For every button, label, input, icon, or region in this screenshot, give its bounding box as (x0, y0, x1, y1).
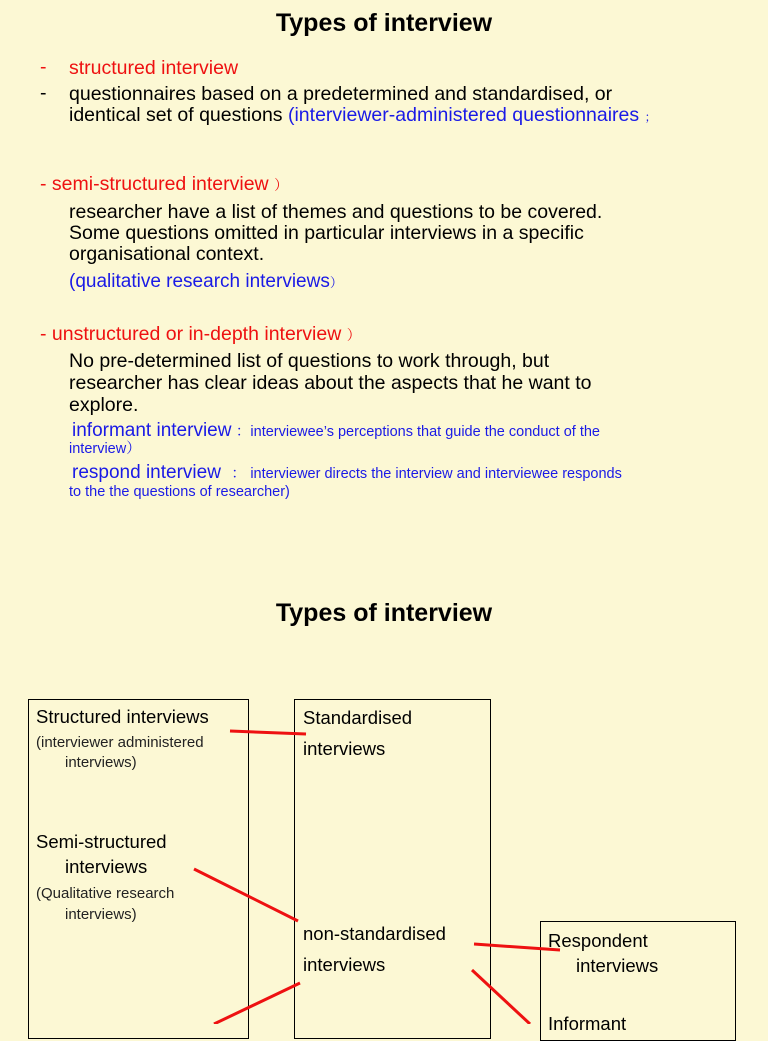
respond-colon: ： (231, 466, 246, 482)
structured-interviews-note1: (interviewer administered (36, 734, 204, 751)
semi-note-end: ） (329, 275, 343, 290)
informant-label: informant interview (72, 420, 232, 441)
unstructured-desc-line3: explore. (69, 394, 139, 416)
unstructured-heading-text: - unstructured or in-depth interview (40, 323, 342, 345)
connector-nonstandardised-respondent (474, 944, 560, 950)
respond-label: respond interview (72, 462, 221, 483)
unstructured-desc-line2: researcher has clear ideas about the aspects that he want to (69, 372, 592, 394)
semi-desc-line3: organisational context. (69, 243, 265, 265)
semi-structured-note1: (Qualitative research (36, 885, 175, 902)
unstructured-heading-end: ） (346, 327, 361, 343)
informant-desc2: interview） (69, 441, 141, 457)
semi-desc-line1: researcher have a list of themes and questions to be covered. (69, 201, 603, 223)
semi-structured-label1: Semi-structured (36, 831, 167, 852)
semi-structured-label2: interviews (65, 856, 148, 877)
unstructured-desc-line1: No pre-determined list of questions to work through, but (69, 350, 550, 372)
semi-heading-text: - semi-structured interview (40, 173, 269, 195)
slide2-title: Types of interview (275, 599, 493, 627)
structured-note-end: ； (644, 110, 657, 124)
informant-label: Informant (548, 1013, 627, 1034)
standardised-label1: Standardised (303, 707, 413, 728)
structured-interviews-note2: interviews) (65, 754, 137, 771)
respond-desc2: to the the questions of researcher) (69, 484, 290, 500)
slide1-title: Types of interview (275, 9, 493, 37)
semi-heading-end: ） (274, 177, 289, 193)
bullet-dash: - (40, 56, 47, 78)
standardised-label2: interviews (303, 738, 386, 759)
informant-desc1: ：interviewee’s perceptions that guide the conduct of the (235, 424, 600, 440)
structured-interview-heading: structured interview (69, 57, 239, 79)
connector-nonstandardised-bottom-left (214, 983, 300, 1024)
structured-desc-line1: questionnaires based on a predetermined and standardised, or (69, 83, 613, 105)
respondent-label2: interviews (576, 955, 659, 976)
connector-nonstandardised-informant (472, 970, 530, 1024)
structured-interviews-label: Structured interviews (36, 706, 209, 727)
respond-desc1: interviewer directs the interview and interviewee responds (250, 466, 622, 482)
non-standardised-label1: non-standardised (303, 923, 446, 944)
non-standardised-label2: interviews (303, 954, 386, 975)
semi-note-text: (qualitative research interviews (69, 271, 330, 292)
structured-desc-text: identical set of questions (69, 104, 283, 126)
semi-structured-note2: interviews) (65, 906, 137, 923)
connector-semi-nonstandardised (194, 869, 298, 921)
structured-note: (interviewer-administered questionnaires (287, 104, 640, 126)
connector-structured-standardised (230, 731, 306, 734)
bullet-dash: - (40, 82, 47, 104)
semi-desc-line2: Some questions omitted in particular interviews in a specific (69, 222, 584, 244)
respondent-label1: Respondent (548, 930, 648, 951)
